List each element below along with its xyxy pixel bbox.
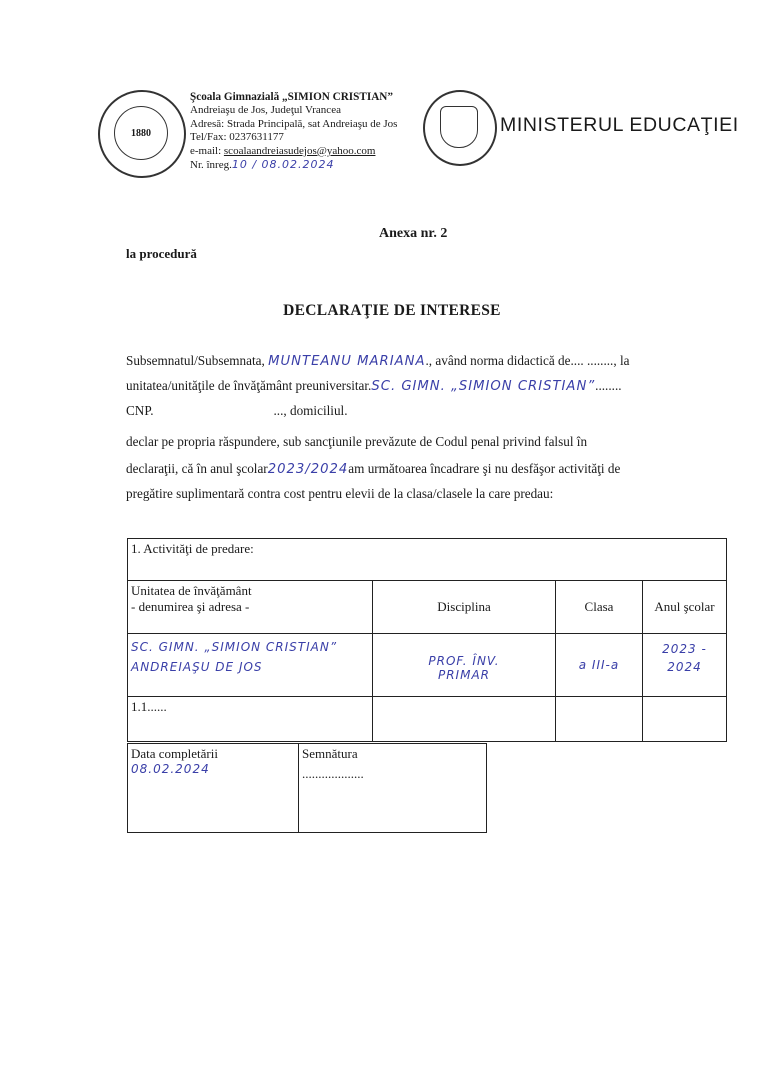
- table-row-empty: 1.1......: [128, 697, 373, 742]
- body-line-cnp: [126, 403, 348, 419]
- row-unit-name: SC. GIMN. „SIMION CRISTIAN”: [131, 640, 338, 654]
- coat-of-arms-icon: [440, 106, 478, 148]
- registration-value: 10 / 08.02.2024: [231, 158, 335, 172]
- header-discipline: Disciplina: [373, 581, 556, 634]
- email-label: e-mail:: [190, 144, 222, 157]
- school-seal-year: 1880: [114, 106, 168, 160]
- annex-label: Anexa nr. 2: [379, 226, 448, 241]
- body-paragraph-2: [126, 461, 620, 477]
- date-value: 08.02.2024: [131, 762, 210, 776]
- table-row: [128, 634, 373, 697]
- date-label: Data completării: [131, 746, 218, 761]
- activities-table: [127, 538, 727, 742]
- row-unit-address: ANDREIAŞU DE JOS: [131, 660, 263, 674]
- label-incadrare: am următoarea încadrare şi nu desfăşor activităţi de: [348, 461, 621, 476]
- body-line-unit: unitatea/unităţile de învăţământ preuniversitar.SC. GIMN. „SIMION CRISTIAN”........: [126, 378, 622, 394]
- registration-line: [190, 158, 397, 172]
- signature-line: ...................: [302, 766, 364, 781]
- header-unit: [128, 581, 373, 634]
- label-anul-scolar: declaraţii, că în anul şcolar: [126, 461, 268, 476]
- email-link[interactable]: scoalaandreiasudejos@yahoo.com: [223, 144, 376, 157]
- label-unitatea: unitatea/unităţile de învăţământ preuniversitar.: [126, 378, 372, 393]
- school-location: Andreiaşu de Jos, Judeţul Vrancea: [190, 104, 341, 117]
- school-phone: Tel/Fax: 0237631177: [190, 131, 284, 144]
- unit-value: SC. GIMN. „SIMION CRISTIAN”: [371, 379, 596, 394]
- body-line-name: [126, 353, 629, 369]
- row-school-year: 2023 - 2024: [643, 634, 727, 697]
- school-email-line: [190, 145, 397, 158]
- label-cnp: CNP.: [126, 403, 154, 418]
- school-address: Adresă: Strada Principală, sat Andreiaşu de Jos: [190, 117, 398, 130]
- school-year-value: 2023/2024: [267, 462, 349, 477]
- header-unit-sublabel: - denumirea şi adresa -: [131, 599, 250, 614]
- header-school-year: Anul şcolar: [643, 581, 727, 634]
- registration-label: Nr. înreg.: [190, 159, 232, 172]
- table-section-title: 1. Activităţi de predare:: [128, 539, 727, 581]
- signature-label: Semnătura: [302, 746, 358, 761]
- procedure-label: la procedură: [126, 246, 197, 261]
- ministry-name: MINISTERUL EDUCAŢIEI: [500, 114, 739, 136]
- header-class: Clasa: [556, 581, 643, 634]
- school-info: [190, 91, 397, 172]
- row-discipline: PROF. ÎNV. PRIMAR: [373, 634, 556, 697]
- body-paragraph-1: declar pe propria răspundere, sub sancţiunile prevăzute de Codul penal privind falsul în: [126, 434, 588, 449]
- school-name: Şcoala Gimnazială „SIMION CRISTIAN”: [190, 91, 393, 103]
- label-subsemnatul: Subsemnatul/Subsemnata,: [126, 353, 265, 368]
- row-class: a III-a: [556, 634, 643, 697]
- label-norma: ., având norma didactică de.... ........, la: [425, 353, 630, 368]
- document-title: DECLARAŢIE DE INTERESE: [283, 302, 501, 319]
- signature-table: [127, 743, 487, 833]
- body-paragraph-3: pregătire suplimentară contra cost pentru elevii de la clasa/clasele la care predau:: [126, 486, 554, 501]
- header-unit-label: Unitatea de învăţământ: [131, 583, 252, 598]
- label-domiciliul: ..., domiciliul.: [273, 403, 348, 418]
- date-cell: [128, 744, 299, 833]
- declarant-name: MUNTEANU MARIANA: [268, 354, 426, 369]
- signature-cell: [299, 744, 487, 833]
